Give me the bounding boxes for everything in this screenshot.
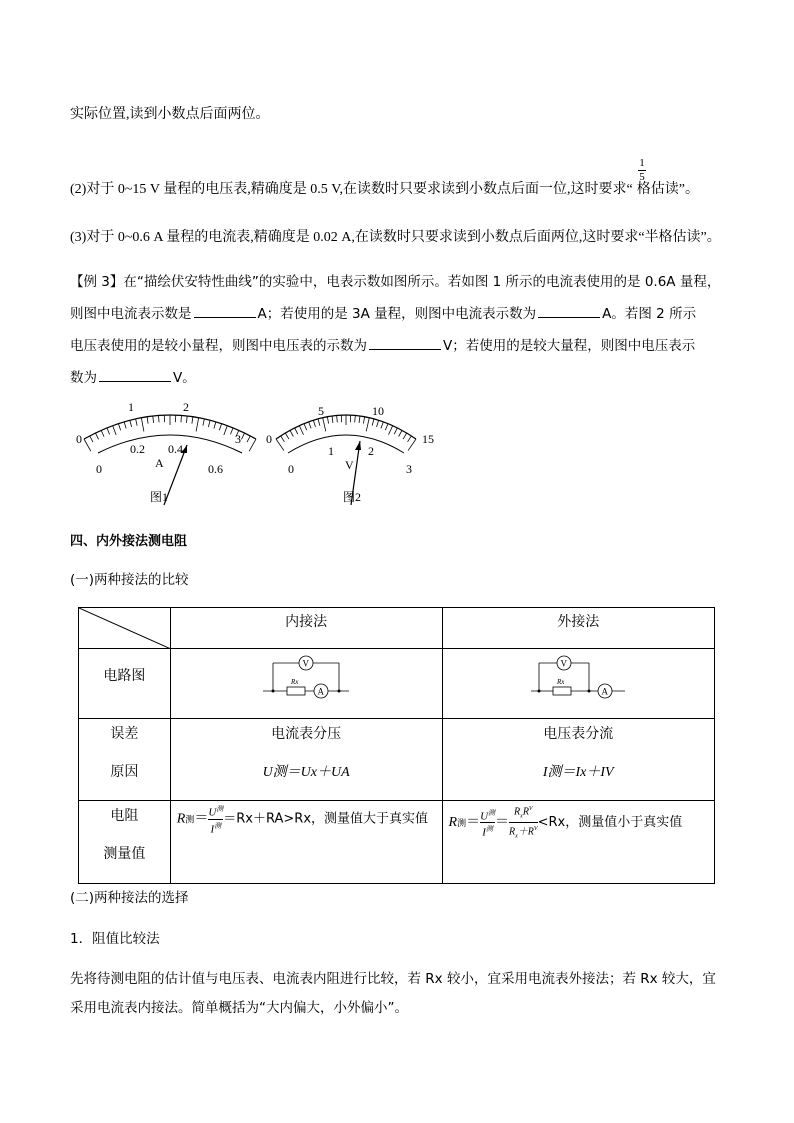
scale-tick [136,419,138,426]
scale-tick [159,415,160,422]
scale-tick [84,439,91,451]
svg-text:V: V [302,658,310,669]
scale-tick [327,417,328,424]
ammeter-bottom-label-0: 0 [96,462,102,476]
scale-tick [186,416,187,423]
example-line-4b: V。 [173,370,196,386]
inner-circuit-diagram [251,653,361,713]
comparison-table [78,607,715,884]
voltmeter-unit: V [345,458,354,472]
svg-text:Rx: Rx [557,678,565,686]
ammeter-bottom-label-3: 0.6 [208,462,223,476]
answer-blank-2[interactable] [538,305,600,318]
example-line-4 [70,366,196,386]
method-paragraph-line-1: 先将待测电阻的估计值与电压表、电流表内阻进行比较，若 Rx 较小，宜采用电流表外接法；若 Rx 较大，宜 [70,971,716,987]
example-line-3 [70,334,695,354]
resistor-symbol-icon [553,687,571,695]
scale-tick [381,422,383,429]
scale-tick [281,436,285,442]
scale-tick [290,430,293,436]
fraction-numerator: 1 [639,157,645,169]
scale-tick [285,433,289,439]
scale-tick [299,426,303,435]
example-line-2c: A。若图 2 所示 [602,306,697,322]
voltmeter-bottom-label-1: 1 [328,444,334,458]
scale-tick [214,422,216,429]
scale-tick [385,424,388,430]
scale-tick [408,439,416,451]
ammeter-bottom-label-1: 0.2 [130,442,145,456]
scale-tick [403,433,407,439]
ammeter-top-label-2: 2 [183,400,189,414]
scale-tick [332,416,333,423]
scale-tick [355,415,356,422]
answer-blank-1[interactable] [194,305,256,318]
subsection-1-title: (一)两种接法的比较 [70,572,189,588]
example-line-1: 【例 3】在“描绘伏安特性曲线”的实验中，电表示数如图所示。若如图 1 所示的电流表使用的是 0.6A 量程， [70,274,721,290]
scale-tick [323,418,326,432]
subsection-2-title: (二)两种接法的选择 [70,890,189,906]
outer-measure-cell: R测＝ $U^测$ $I^测$ ＝ $R_xR^V$ $R_x+R^V$ <Rx，测量值小于真实值 [442,801,715,884]
scale-tick [224,426,227,435]
scale-tick [309,422,311,429]
answer-blank-4[interactable] [99,369,171,382]
scale-tick [318,419,320,426]
scale-tick [241,433,244,439]
example-line-2a: 则图中电流表示数是 [70,306,192,322]
voltmeter-bottom-label-0: 0 [288,462,294,476]
scale-tick [399,430,402,436]
method-paragraph-line-2: 采用电流表内接法。简单概括为“大内偏大，小外偏小”。 [70,1000,408,1016]
paragraph-1: 实际位置,读到小数点后面两位。 [70,107,270,122]
voltmeter-top-label-1: 5 [318,404,324,418]
scale-tick [295,428,298,434]
ammeter-top-label-1: 1 [128,400,134,414]
inner-error-formula: U测＝Ux＋UA [262,765,350,780]
scale-tick [359,416,360,423]
scale-tick [377,420,379,427]
section-title: 四、内外接法测电阻 [70,534,188,549]
outer-error-cause: 电压表分流 [543,726,614,742]
ammeter-top-label-0: 0 [76,432,82,446]
method-item-1: 1．阻值比较法 [70,931,160,947]
scale-tick [181,415,182,422]
svg-text:Rx: Rx [291,678,299,686]
inner-error-cell [170,719,442,801]
voltmeter-bottom-label-3: 3 [406,462,412,476]
scale-tick [113,426,116,435]
scale-tick [208,420,210,427]
answer-blank-3[interactable] [369,337,441,350]
example-line-2b: A；若使用的是 3A 量程，则图中电流表示数为 [257,306,537,322]
scale-tick [219,424,221,431]
scale-tick [101,430,104,436]
example-line-2 [70,302,696,322]
inner-circuit-cell [170,649,442,719]
scale-tick [230,428,233,434]
scale-tick [90,436,93,442]
table-head-inner: 内接法 [170,608,442,649]
scale-tick [147,417,148,424]
outer-circuit-cell [442,649,715,719]
ammeter-unit: A [155,456,164,470]
example-line-3b: V；若使用的是较大量程，则图中电压表示 [443,338,696,354]
voltmeter-top-label-3: 15 [422,432,434,446]
table-row-measure-label: 电阻 测量值 [79,801,171,884]
scale-tick [203,419,205,426]
resistor-symbol-icon [287,687,305,695]
voltmeter-top-label-2: 10 [372,404,384,418]
scale-tick [372,419,374,426]
scale-tick [95,433,98,439]
scale-tick [366,418,369,432]
scale-tick [394,428,397,434]
scale-tick [408,436,412,442]
scale-tick [337,415,338,422]
ammeter-bottom-label-2: 0.4 [168,442,183,456]
scale-tick [107,428,110,434]
scale-tick [124,422,126,429]
outer-measure-text: <Rx，测量值小于真实值 [537,815,683,831]
outer-error-cell [442,719,715,801]
outer-circuit-diagram [523,653,633,713]
voltmeter-figure [266,404,434,505]
table-row-error-label: 误差 原因 [79,719,171,801]
paragraph-2-before: (2)对于 0~15 V 量程的电压表,精确度是 0.5 V,在读数时只要求读到小数点后面一位,这时要求“ [70,182,633,197]
svg-text:A: A [601,686,609,697]
scale-tick [153,416,154,423]
voltmeter-bottom-label-2: 2 [368,444,374,458]
scale-tick [141,418,144,432]
ammeter-top-label-3: 3 [235,432,241,446]
table-head-outer: 外接法 [442,608,715,649]
inner-measure-cell: R测＝ $U^测$ $I^测$ ＝Rx＋RA>Rx，测量值大于真实值 [170,801,442,884]
example-line-4a: 数为 [70,370,97,386]
voltmeter-scale-ticks [276,415,416,451]
scale-tick [304,424,307,430]
svg-text:A: A [317,686,325,697]
scale-tick [118,424,120,431]
scale-tick [130,420,132,427]
paragraph-2 [70,178,699,198]
svg-text:V: V [560,658,568,669]
ammeter-caption: 图1 [150,490,169,504]
paragraph-2-after: 格估读”。 [636,182,699,197]
inner-error-cause: 电流表分压 [271,726,342,742]
scale-tick [276,439,284,451]
outer-error-formula: I测＝Ix＋IV [542,765,614,780]
inner-measure-text: ＝Rx＋RA>Rx，测量值大于真实值 [223,811,429,827]
voltmeter-caption: 图2 [343,490,362,504]
paragraph-3: (3)对于 0~0.6 A 量程的电流表,精确度是 0.02 A,在读数时只要求读到小数点后面两位,这时要求“半格估读”。 [70,230,721,245]
example-line-3a: 电压表使用的是较小量程，则图中电压表的示数为 [70,338,367,354]
scale-tick [196,418,199,432]
scale-tick [247,436,250,442]
table-row-circuit-label: 电路图 [79,649,171,719]
ammeter-figure [76,400,256,505]
scale-tick [363,417,364,424]
scale-tick [389,426,393,435]
voltmeter-top-label-0: 0 [266,432,272,446]
fraction-denominator: 5 [639,171,645,183]
table-corner-cell [79,608,171,649]
scale-tick [192,417,193,424]
scale-tick [249,439,256,451]
meter-figures [60,395,460,515]
scale-tick [313,420,315,427]
